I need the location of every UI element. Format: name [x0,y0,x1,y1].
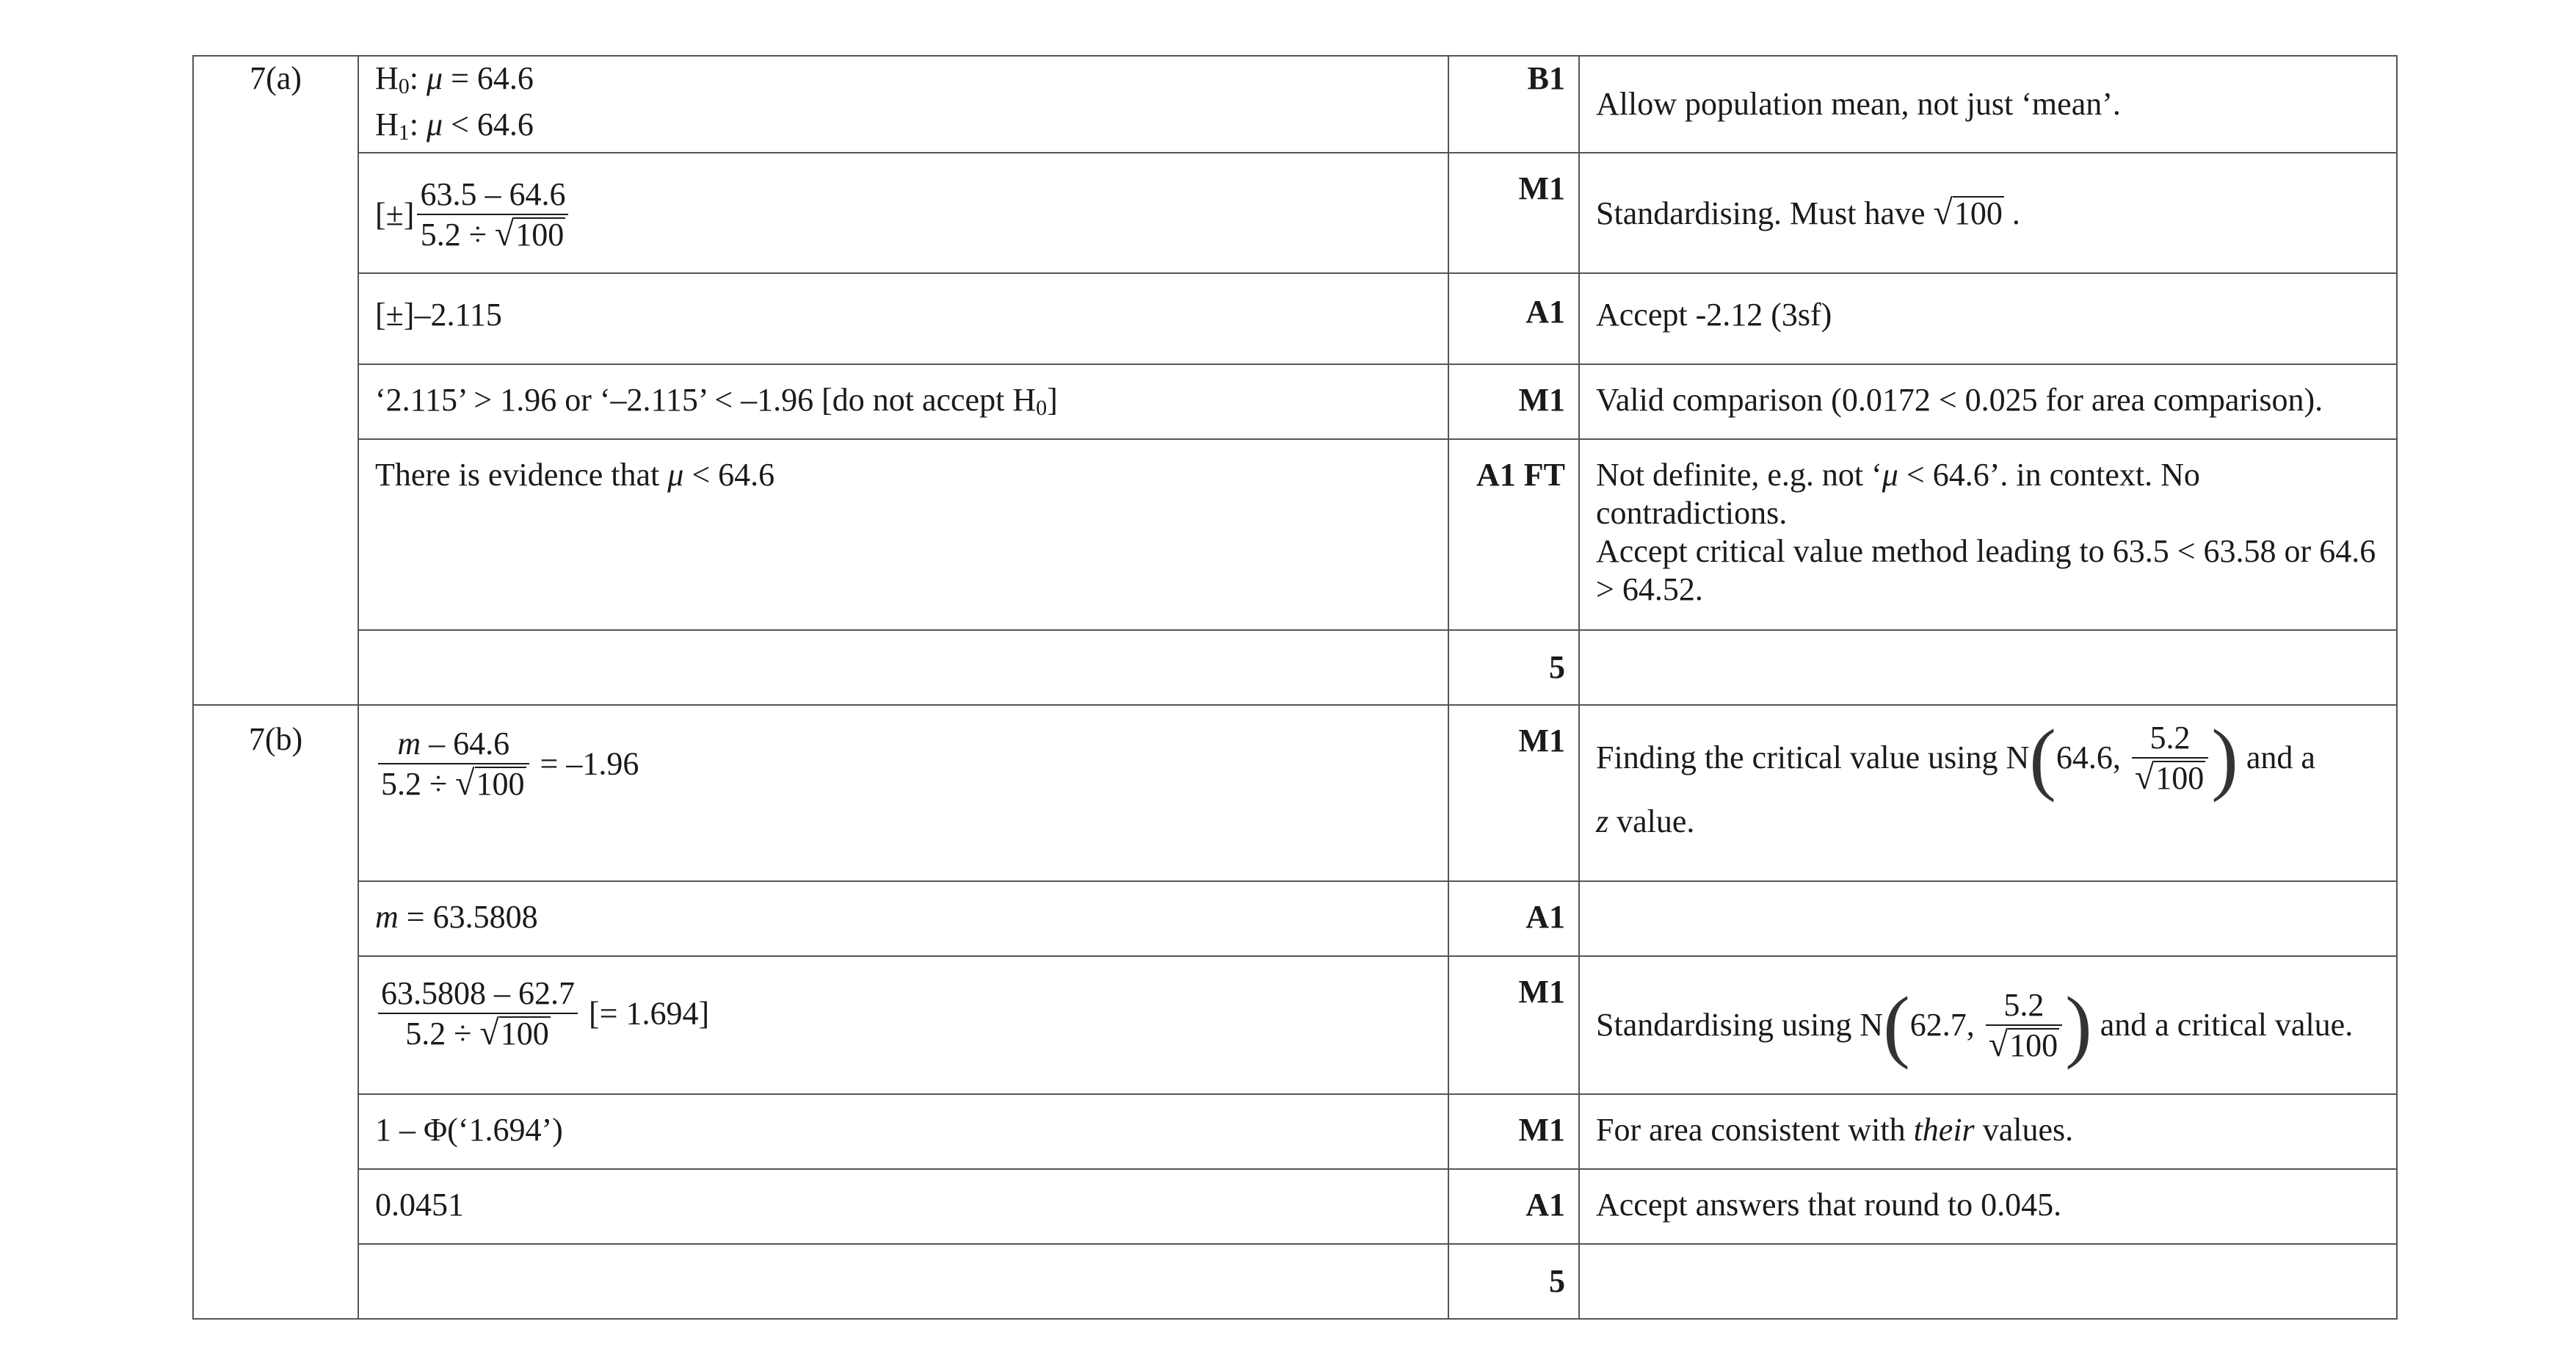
answer-critical-equation: $\frac{m - 64.6}{5.2 \div √100}$ = –1.96 [358,705,1448,881]
answer-hypotheses [358,56,1448,153]
mark-m1: M1 [1448,705,1579,881]
standardising-fraction: $\frac{63.5 - 64.6}{5.2 \div √100}$ [417,176,568,254]
row-7b-area [193,1094,2397,1169]
row-7b-critical-equation [193,705,2397,881]
row-7b-answer [193,1169,2397,1244]
mark-scheme-table [192,55,2398,1320]
mark-m1: M1 [1448,1094,1579,1169]
alternative-hypothesis: $H_1$: μ < 64.6 [375,106,534,145]
row-7a-standardising [193,153,2397,273]
answer-z-value: [±]–2.115 [358,273,1448,364]
total-marks-7a: 5 [1448,630,1579,705]
answer-m-value: m = 63.5808 [358,881,1448,956]
guidance-final: Accept answers that round to 0.045. [1579,1169,2397,1244]
null-hypothesis: $H_0$: μ = 64.6 [375,60,534,98]
guidance-comparison: Valid comparison (0.0172 < 0.025 for area comparison). [1579,364,2397,439]
mark-a1-ft: A1 FT [1448,439,1579,630]
answer-final: 0.0451 [358,1169,1448,1244]
answer-standardising: [±] $\frac{63.5 - 64.6}{5.2 \div √100}$ [358,153,1448,273]
mark-m1: M1 [1448,153,1579,273]
guidance-hypotheses: Allow population mean, not just ‘mean’. [1579,56,2397,153]
guidance-area: For area consistent with their values. [1579,1094,2397,1169]
question-label-7b: 7(b) [193,705,358,881]
mark-a1: A1 [1448,273,1579,364]
guidance-standardising-b: Standardising using N(62.7, $\frac{5.2}{√100}$ ) and a critical value. [1579,956,2397,1094]
answer-area: 1 – Φ(‘1.694’) [358,1094,1448,1169]
row-7a-hypotheses [193,56,2397,153]
mark-a1: A1 [1448,881,1579,956]
mark-m1: M1 [1448,364,1579,439]
guidance-standardising: Standardising. Must have √100 . [1579,153,2397,273]
mark-b1: B1 [1448,56,1579,153]
answer-conclusion: There is evidence that μ < 64.6 [358,439,1448,630]
row-7a-conclusion [193,439,2397,630]
mark-m1: M1 [1448,956,1579,1094]
row-7a-comparison [193,364,2397,439]
answer-comparison: ‘2.115’ > 1.96 or ‘–2.115’ < –1.96 [do not accept $H_0$] [358,364,1448,439]
standardising-fraction-b: $\frac{63.5808 - 62.7}{5.2 \div √100}$ [378,974,578,1053]
guidance-z-value: Accept -2.12 (3sf) [1579,273,2397,364]
mark-a1: A1 [1448,1169,1579,1244]
row-7b-standardising [193,956,2397,1094]
question-label-7a: 7(a) [193,56,358,153]
total-marks-7b: 5 [1448,1244,1579,1319]
critical-fraction: $\frac{m - 64.6}{5.2 \div √100}$ [378,725,529,803]
row-7a-z-value [193,273,2397,364]
row-7b-m-value [193,881,2397,956]
answer-standardising-b: $\frac{63.5808 - 62.7}{5.2 \div √100}$ [= 1.694] [358,956,1448,1094]
row-7b-total [193,1244,2397,1319]
row-7a-total [193,630,2397,705]
guidance-critical-value: Finding the critical value using N(64.6, $\frac{5.2}{√100}$ ) and a z value. [1579,705,2397,881]
guidance-conclusion: Not definite, e.g. not ‘μ < 64.6’. in context. No contradictions. Accept critical value method leading to 63.5 < 63.58 or 64.6 > 64.52. [1579,439,2397,630]
